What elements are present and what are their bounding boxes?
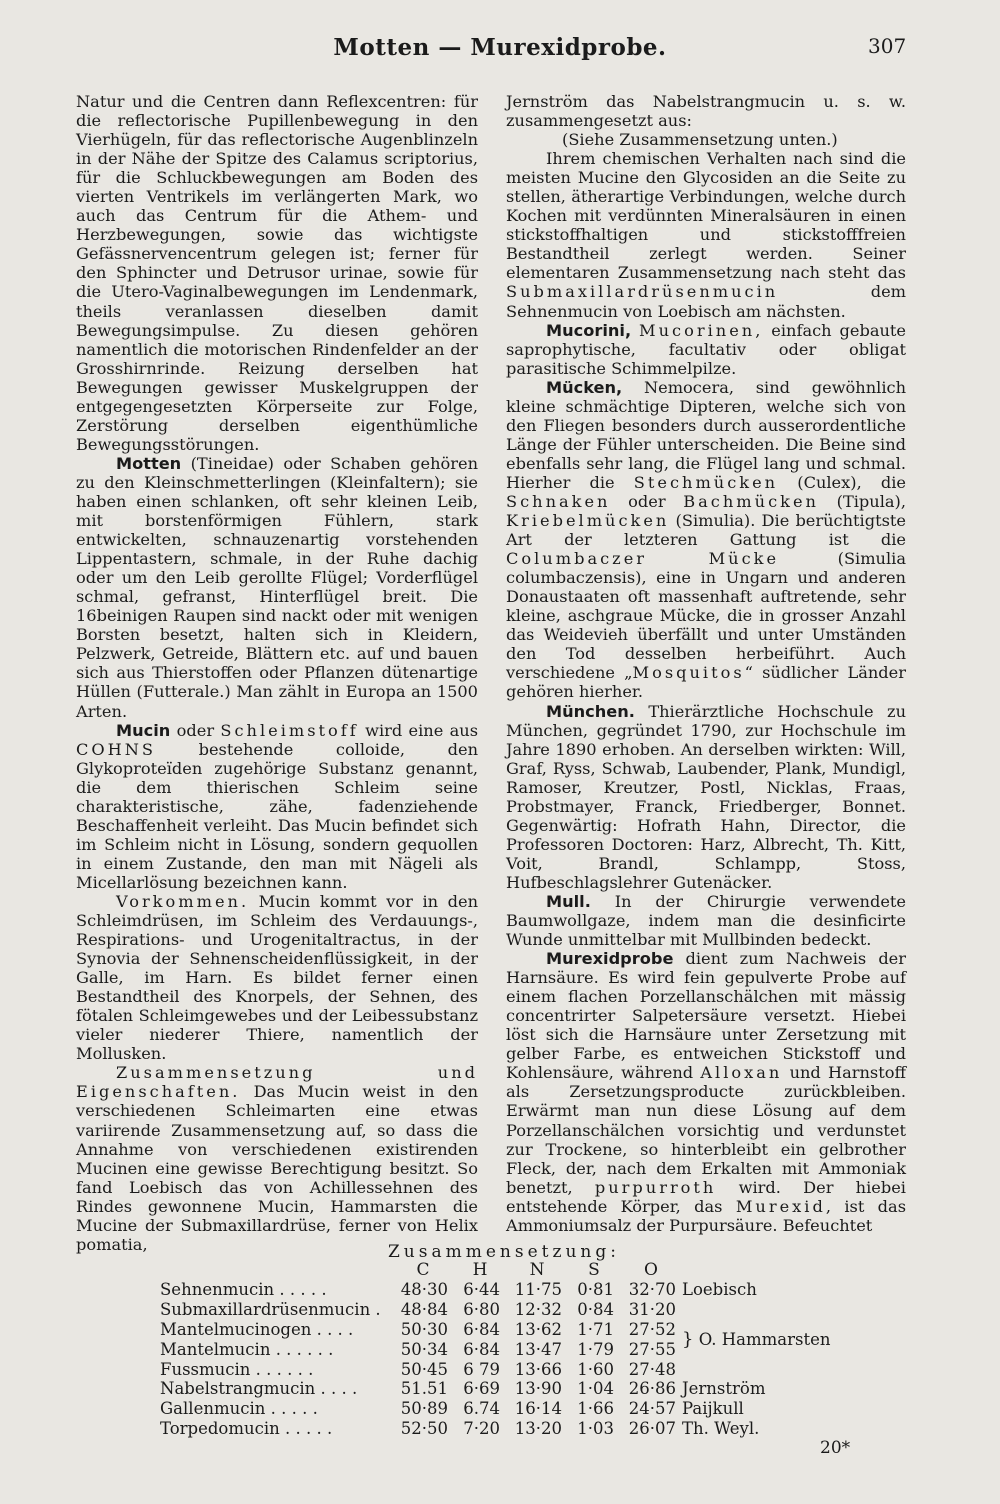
spaced-schnaken: Schnaken [506, 491, 611, 511]
cell-c: 50·30 [400, 1319, 448, 1339]
entry-motten [76, 454, 478, 721]
cell-source: Loebisch [682, 1280, 757, 1300]
spaced-mucorinen: Mucorinen, [639, 320, 764, 340]
entry-muecken [506, 378, 906, 702]
spaced-alloxan: Alloxan [700, 1063, 783, 1083]
chemisch-text-b: dem Sehnenmucin von Loebisch am nächsten. [506, 282, 906, 321]
cell-n: 11·75 [514, 1280, 562, 1300]
cell-source: Jernström [682, 1379, 766, 1399]
right-column [506, 92, 906, 1235]
entry-mucin-text-b: wird eine aus [358, 720, 479, 740]
row-name: Sehnenmucin . . . . . [160, 1280, 327, 1300]
vorkommen-text: Mucin kommt vor in den Schleimdrüsen, im Schleim des Verdauungs-, Respirations- und Urogenitaltractus, in der Synovia der Sehnenscheidenflüssigkeit, in der Galle, im Harn. Es bildet ferner einen Bestandtheil des Knorpels, der Sehnen, des fötalen Schleimgewebes und der Leibessubstanz vieler niederer Thiere, namentlich der Mollusken. [76, 891, 478, 1064]
signature-mark: 20* [820, 1438, 851, 1458]
paragraph-siehe: (Siehe Zusammensetzung unten.) [562, 130, 838, 150]
cell-n: 13·66 [514, 1359, 562, 1379]
murex-text-d: , ist das Ammoniumsalz der Purpursäure. Befeuchtet [506, 1196, 906, 1235]
row-name: Nabelstrangmucin . . . . [160, 1379, 358, 1399]
cell-c: 50·34 [400, 1339, 448, 1359]
cell-n: 16·14 [514, 1399, 562, 1419]
row-name: Mantelmucin . . . . . . [160, 1339, 334, 1359]
cell-h: 6·44 [463, 1280, 500, 1300]
spaced-stechmuecken: Stechmücken [633, 472, 779, 492]
cell-o: 32·70 [628, 1280, 676, 1300]
cell-c: 48·84 [400, 1300, 448, 1320]
cell-h: 7·20 [463, 1418, 500, 1438]
cell-h: 6·80 [463, 1300, 500, 1320]
spaced-bachmuecken: Bachmücken [683, 491, 819, 511]
cell-c: 52·50 [400, 1418, 448, 1438]
left-column [76, 92, 478, 1254]
page-title: Motten — Murexidprobe. [333, 34, 667, 61]
entry-mucorini [506, 321, 906, 378]
cell-h: 6·84 [463, 1319, 500, 1339]
cell-h: 6·69 [463, 1379, 500, 1399]
column-header-h: H [472, 1260, 488, 1280]
column-header-s: S [588, 1260, 600, 1280]
cell-o: 27·52 [628, 1319, 676, 1339]
cell-n: 13·47 [514, 1339, 562, 1359]
entry-mucin [76, 721, 478, 892]
row-name: Mantelmucinogen . . . . [160, 1319, 354, 1339]
cell-o: 27·55 [628, 1339, 676, 1359]
spaced-columbaczer: Columbaczer Mücke [506, 549, 780, 569]
cell-s: 1·04 [577, 1379, 614, 1399]
cell-o: 24·57 [628, 1399, 676, 1419]
muecken-text-a: Nemocera, sind gewöhnlich kleine schmächtige Dipteren, welche sich von den Fliegen besonders durch ausserordentliche Länge der Fühler unterscheiden. Die Beine sind ebenfalls sehr lang, die Flügel lang und schmal. Hierher die [506, 377, 906, 492]
spaced-purpurroth: purpurroth [594, 1177, 717, 1197]
table-row [160, 1280, 837, 1300]
cell-o: 27·48 [628, 1359, 676, 1379]
spaced-schleimstoff: Schleimstoff [220, 720, 359, 740]
cell-s: 1·66 [577, 1399, 614, 1419]
cell-s: 0·84 [577, 1300, 614, 1320]
headword-mucin: Mucin [116, 720, 171, 740]
muecken-text-f: (Simulia columbaczensis), eine in Ungarn und anderen Donaustaaten oft massenhaft auftretende, sehr kleine, aschgraue Mücke, die in grosser Anzahl das Weidevieh überfällt und unter Umständen den Tod desselben herbeiführt. Auch verschiedene „ [506, 549, 906, 683]
spaced-cohns: COHNS [76, 739, 157, 759]
paragraph-chemisch [506, 149, 906, 320]
murex-text-a: dient zum Nachweis der Harnsäure. Es wird fein gepulverte Probe auf einem flachen Porzellanschälchen mit mässig concentrirter Salpetersäure versetzt. Hiebei löst sich die Harnsäure unter Zersetzung mit gelber Farbe, es entweichen Stickstoff und Kohlensäure, während [506, 949, 906, 1083]
cell-o: 26·86 [628, 1379, 676, 1399]
headword-murexidprobe: Murexidprobe [546, 949, 674, 969]
entry-motten-text: (Tineidae) oder Schaben gehören zu den Kleinschmetterlingen (Kleinfaltern); sie haben einen schlanken, oft sehr kleinen Leib, mit borstenförmigen Fühlern, stark entwickelten, schnauzenartig vorstehenden Lippentastern, schmale, in der Ruhe dachig oder um den Leib gerollte Flügel; Vorderflügel schmal, gefranst, Hinterflügel breit. Die 16beinigen Raupen sind nackt oder mit wenigen Borsten besetzt, halten sich in Kleidern, Pelzwerk, Getreide, Blättern etc. auf und bauen sich aus Thierstoffen oder Pflanzen dütenartige Hüllen (Futterale.) Man zählt in Europa an 1500 Arten. [76, 453, 478, 721]
table-row [160, 1379, 837, 1399]
row-name: Gallenmucin . . . . . [160, 1399, 318, 1419]
zusammensetzung-text: Das Mucin weist in den verschiedenen Schleimarten eine etwas variirende Zusammensetzung auf, so dass die Annahme von verschiedenen existirenden Mucinen eine gewisse Berechtigung besitzt. So fand Loebisch das von Achillessehnen des Rindes gewonnene Mucin, Hammarsten die Mucine der Submaxillardrüse, ferner von Helix pomatia, [76, 1082, 478, 1254]
spaced-vorkommen: Vorkommen. [116, 891, 250, 911]
cell-source: O. Hammarsten [698, 1329, 831, 1349]
column-header-c: C [416, 1260, 430, 1280]
entry-mucorini-text: einfach gebaute saprophytische, facultativ oder obligat parasitische Schimmelpilze. [506, 320, 906, 378]
headword-muenchen: München. [546, 701, 635, 721]
brace-icon: } [682, 1328, 694, 1350]
paragraph-reflexcentren: Natur und die Centren dann Reflexcentren: für die reflectorische Pupillenbewegung in den Vierhügeln, für das reflectorische Augenblinzeln in der Nähe der Spitze des Calamus scriptorius, für die Schluckbewegungen am Boden des vierten Ventrikels im verlängerten Mark, wo auch das Centrum für die Athem- und Herzbewegungen, sowie das wichtigste Gefässnervencentrum gelegen ist; ferner für den Sphincter und Detrusor urinae, sowie für die Utero-Vaginalbewegungen im Lendenmark, theils veranlassen dieselben damit Bewegungsimpulse. Zu diesen gehören namentlich die motorischen Rindenfelder an der Grosshirnrinde. Reizung derselben hat Bewegungen gewisser Muskelgruppen der entgegengesetzten Körperseite zur Folge, Zerstörung derselben eigenthümliche Bewegungsstörungen. [76, 92, 478, 454]
column-header-o: O [644, 1260, 658, 1280]
cell-c: 50·89 [400, 1399, 448, 1419]
cell-s: 1·03 [577, 1418, 614, 1438]
murex-text-c: wird. Der hiebei entstehende Körper, das [506, 1177, 906, 1216]
table-row [160, 1300, 837, 1320]
composition-table [160, 1260, 837, 1438]
muecken-text-e: (Simulia). Die berüchtigtste Art der letzteren Gattung ist die [506, 511, 906, 550]
hammarsten-group [682, 1300, 837, 1379]
cell-source: Th. Weyl. [682, 1418, 760, 1438]
entry-muenchen [506, 702, 906, 892]
cell-s: 0·81 [577, 1280, 614, 1300]
table-header-row [160, 1260, 837, 1280]
cell-h: 6 79 [463, 1359, 500, 1379]
paragraph-jernstroem: Jernström das Nabelstrangmucin u. s. w. zusammengesetzt aus: [506, 92, 906, 131]
table-row [160, 1419, 837, 1439]
cell-n: 12·32 [514, 1300, 562, 1320]
headword-mucorini: Mucorini, [546, 320, 632, 340]
headword-mull: Mull. [546, 891, 591, 911]
table-title: Zusammensetzung: [388, 1242, 620, 1262]
cell-c: 50·45 [400, 1359, 448, 1379]
cell-o: 31·20 [628, 1300, 676, 1320]
entry-mull-text: In der Chirurgie verwendete Baumwollgaze, indem man die desinficirte Wunde unmittelbar mit Mullbinden bedeckt. [506, 891, 906, 950]
cell-s: 1·79 [577, 1339, 614, 1359]
cell-o: 26·07 [628, 1418, 676, 1438]
paragraph-vorkommen [76, 892, 478, 1063]
muecken-text-d: (Tipula), [818, 491, 907, 511]
muecken-text-b: (Culex), die [778, 472, 907, 492]
muecken-text-c: oder [610, 491, 684, 511]
cell-h: 6.74 [463, 1399, 500, 1419]
row-name: Fussmucin . . . . . . [160, 1359, 314, 1379]
headword-motten: Motten [116, 453, 182, 473]
chemisch-text-a: Ihrem chemischen Verhalten nach sind die meisten Mucine den Glycosiden an die Seite zu stellen, ätherartige Verbindungen, welche durch Kochen mit verdünnten Mineralsäuren in einen stickstoffhaltigen und stickstofffreien Bestandtheil zerlegt werden. Seiner elementaren Zusammensetzung nach steht das [506, 149, 906, 283]
paragraph-zusammensetzung [76, 1063, 478, 1253]
murex-text-b: und Harnstoff als Zersetzungsproducte zurückbleiben. Erwärmt man nun diese Lösung auf dem Porzellanschälchen vorsichtig und verdunstet zur Trockene, so hinterbleibt ein gelbrother Fleck, der, nach dem Erkalten mit Ammoniak benetzt, [506, 1063, 906, 1197]
cell-s: 1·71 [577, 1319, 614, 1339]
page-number: 307 [868, 34, 907, 58]
spaced-kriebelmuecken: Kriebelmücken [506, 511, 670, 531]
row-name: Torpedomucin . . . . . [160, 1418, 333, 1438]
cell-n: 13·62 [514, 1319, 562, 1339]
entry-murexidprobe [506, 949, 906, 1235]
cell-c: 51.51 [400, 1379, 448, 1399]
table-row [160, 1399, 837, 1419]
entry-mucin-text-a: oder [170, 720, 221, 740]
row-name: Submaxillardrüsenmucin . [160, 1300, 381, 1320]
cell-n: 13·20 [514, 1418, 562, 1438]
cell-s: 1·60 [577, 1359, 614, 1379]
column-header-n: N [529, 1260, 545, 1280]
header-source [682, 1260, 837, 1280]
spaced-murexid: Murexid [735, 1196, 826, 1216]
spaced-mosquitos: Mosquitos [632, 663, 745, 683]
cell-h: 6·84 [463, 1339, 500, 1359]
cell-c: 48·30 [400, 1280, 448, 1300]
cell-n: 13·90 [514, 1379, 562, 1399]
entry-mucin-text-c: bestehende colloide, den Glykoproteïden zugehörige Substanz genannt, die dem thierischen Schleim seine charakteristische, zähe, fadenziehende Beschaffenheit verleiht. Das Mucin befindet sich im Schleim nicht in Lösung, sondern gequollen in einem Zustande, den man mit Nägeli als Micellarlösung bezeichnen kann. [76, 739, 478, 892]
cell-source: Paijkull [682, 1399, 744, 1419]
headword-muecken: Mücken, [546, 377, 623, 397]
spaced-submaxillar: Submaxillardrüsenmucin [506, 282, 779, 302]
muecken-text-g: “ südlicher Länder gehören hierher. [506, 663, 906, 702]
entry-muenchen-text: Thierärztliche Hochschule zu München, gegründet 1790, zur Hochschule im Jahre 1890 erhoben. An derselben wirkten: Will, Graf, Ryss, Schwab, Laubender, Plank, Mundigl, Ramoser, Kreutzer, Postl, Nicklas, Fraas, Probstmayer, Franck, Friedberger, Bonnet. Gegenwärtig: Hofrath Hahn, Director, die Professoren Doctoren: Harz, Albrecht, Th. Kitt, Voit, Brandl, Schlampp, Stoss, Hufbeschlagslehrer Gutenäcker. [506, 701, 906, 892]
entry-mull [506, 892, 906, 949]
header-blank [160, 1260, 392, 1280]
spaced-zusammensetzung: Zusammensetzung und Eigenschaften. [76, 1063, 478, 1102]
